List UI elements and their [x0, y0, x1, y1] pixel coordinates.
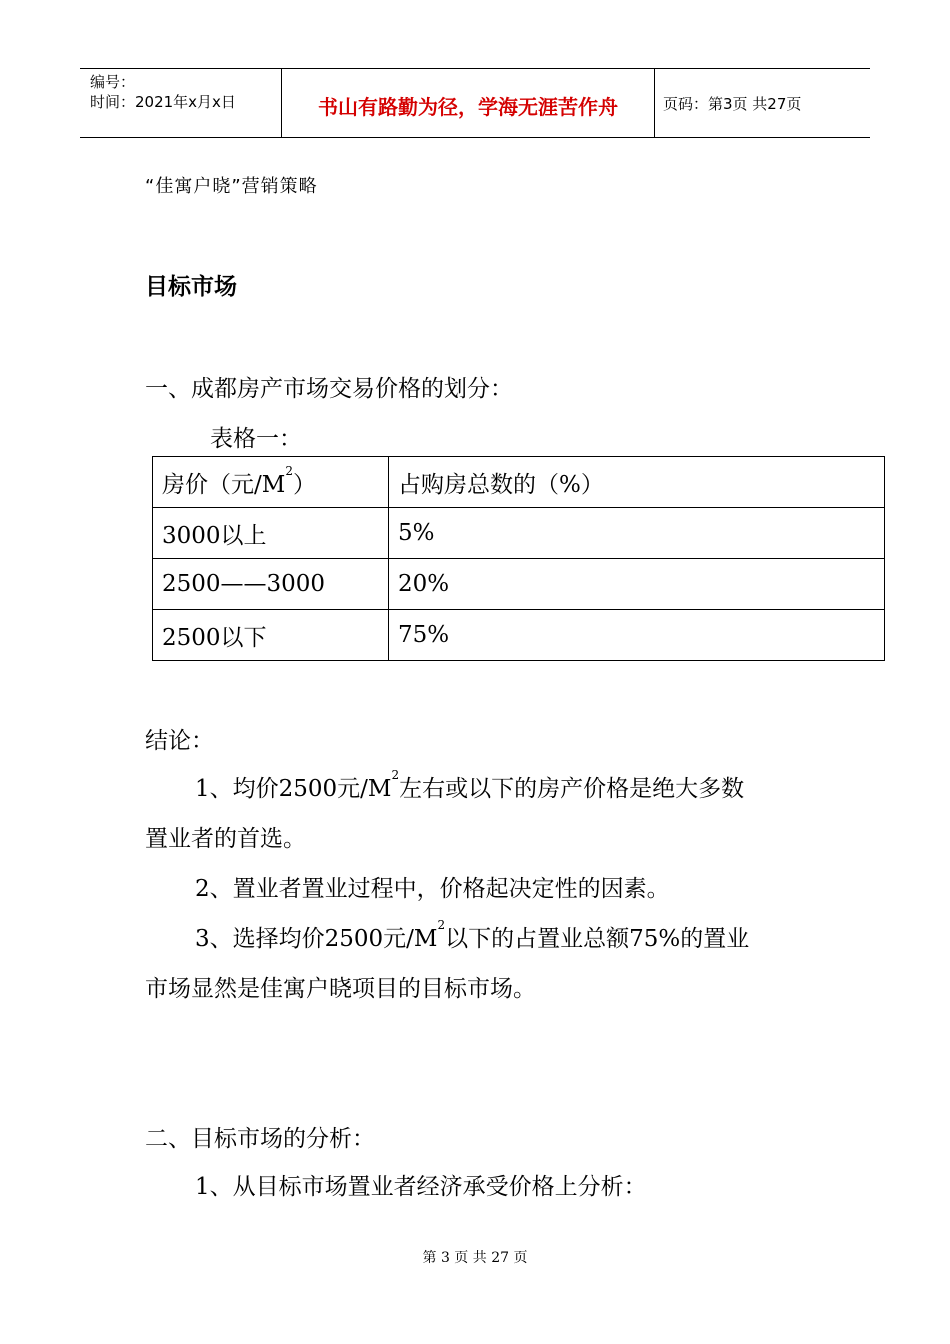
table-row [153, 508, 885, 559]
time-label: 时间：2021年x月x日 [90, 93, 236, 111]
table-header-share: 占购房总数的（%） [389, 457, 885, 508]
conclusion-1-cont: 置业者的首选。 [145, 826, 306, 852]
document-title: “佳寓户晓”营销策略 [145, 176, 318, 197]
header-meta [80, 69, 282, 137]
conclusion-2: 2、置业者置业过程中，价格起决定性的因素。 [195, 876, 670, 902]
code-label: 编号： [90, 73, 136, 91]
header-motto-cell [282, 69, 655, 137]
part2-item-1: 1、从目标市场置业者经济承受价格上分析： [195, 1174, 647, 1200]
section-title: 目标市场 [145, 274, 237, 300]
header-page-info: 页码：第3页 共27页 [663, 95, 802, 113]
table-row [153, 559, 885, 610]
table-cell-price: 3000以上 [153, 508, 389, 559]
header-page-cell [655, 69, 870, 137]
conclusion-label: 结论： [145, 728, 214, 754]
conclusion-1: 1、均价2500元$/M^2$左右或以下的房产价格是绝大多数 [195, 768, 745, 802]
table-caption: 表格一： [210, 426, 302, 452]
table-header-row [153, 457, 885, 508]
page-footer: 第 3 页 共 27 页 [422, 1250, 528, 1266]
table-row [153, 610, 885, 661]
header-motto: 书山有路勤为径，学海无涯苦作舟 [318, 95, 618, 119]
page-header [80, 68, 870, 138]
table-header-price: 房价（元$/M^2$） [153, 457, 389, 508]
conclusion-3: 3、选择均价2500元$/M^2$以下的占置业总额75%的置业 [195, 918, 750, 952]
part2-heading: 二、目标市场的分析： [145, 1126, 375, 1152]
table-cell-share: 20% [389, 559, 885, 610]
table-cell-share: 75% [389, 610, 885, 661]
conclusion-3-cont: 市场显然是佳寓户晓项目的目标市场。 [145, 976, 536, 1002]
price-table [152, 456, 885, 661]
table-cell-price: 2500——3000 [153, 559, 389, 610]
table-cell-price: 2500以下 [153, 610, 389, 661]
table-cell-share: 5% [389, 508, 885, 559]
part1-heading: 一、成都房产市场交易价格的划分： [145, 376, 513, 402]
